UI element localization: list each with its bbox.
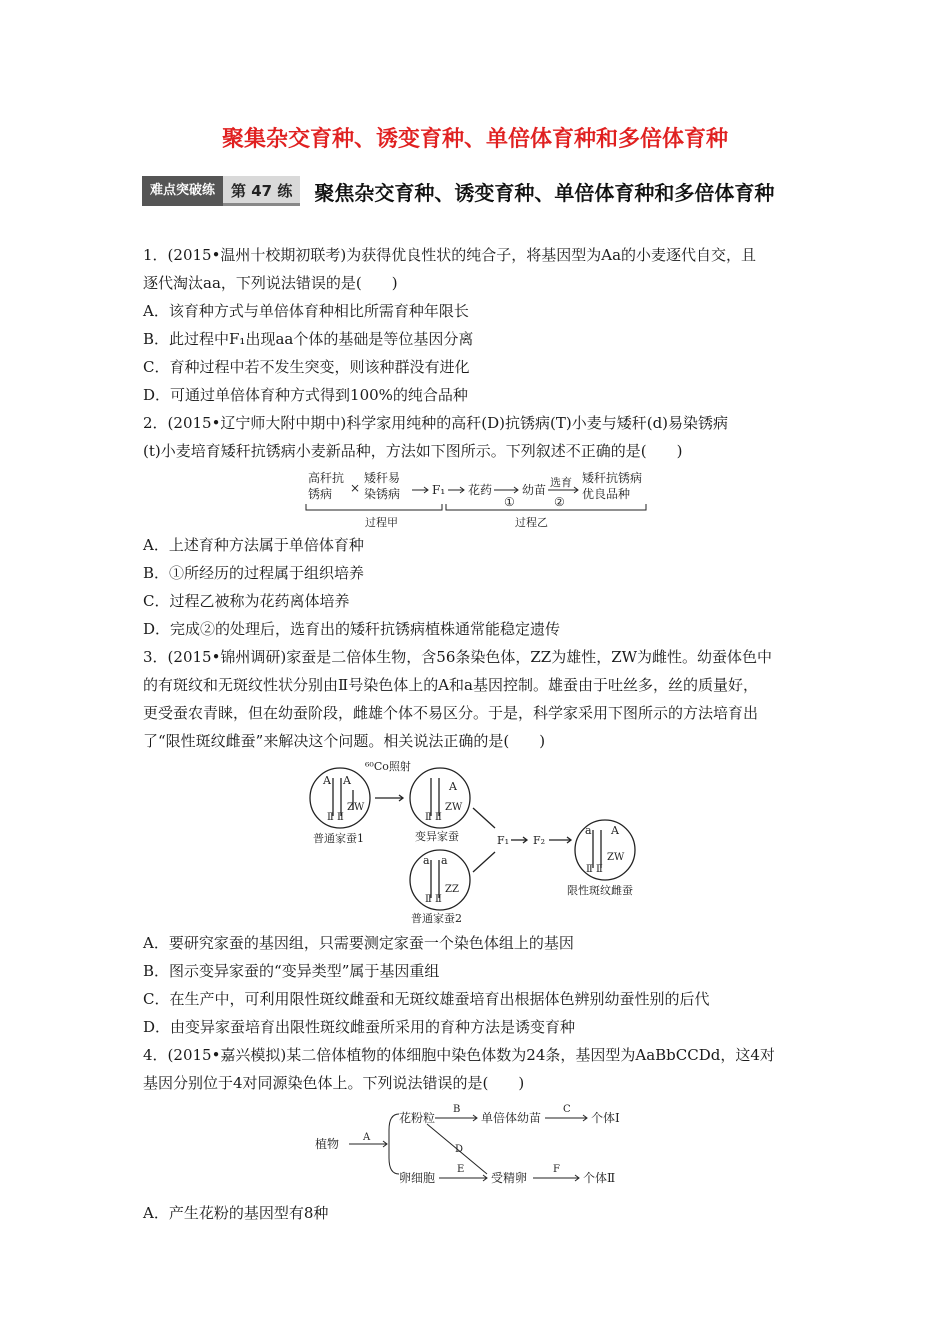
q4-haploid: 单倍体幼苗 bbox=[481, 1111, 542, 1125]
q4-egg: 卵细胞 bbox=[399, 1171, 436, 1185]
q4-label-f: F bbox=[553, 1164, 560, 1175]
q3-label-normal2: 普通家蚕2 bbox=[411, 912, 462, 925]
banner-tag-category: 难点突破练 bbox=[142, 176, 223, 206]
q2-output-line1: 矮秆抗锈病 bbox=[582, 471, 643, 485]
q4-pollen: 花粉粒 bbox=[399, 1111, 436, 1125]
q3-silkworm-diagram bbox=[305, 760, 645, 925]
q2-parent1-line2: 锈病 bbox=[308, 487, 333, 501]
q2-cross-symbol: × bbox=[350, 481, 361, 495]
q3-arrow-mutant bbox=[473, 808, 495, 828]
q2-option-c: C．过程乙被称为花药离体培养 bbox=[143, 592, 350, 610]
q3-label-normal1: 普通家蚕1 bbox=[313, 832, 364, 845]
q4-option-a: A．产生花粉的基因型有8种 bbox=[143, 1204, 329, 1222]
q4-label-a: A bbox=[363, 1132, 371, 1143]
q4-individual-2: 个体Ⅱ bbox=[583, 1171, 616, 1185]
q1-option-b: B．此过程中F₁出现aa个体的基础是等位基因分离 bbox=[143, 330, 474, 348]
q2-step2: ② bbox=[554, 495, 565, 509]
q1-option-d: D．可通过单倍体育种方式得到100%的纯合品种 bbox=[143, 386, 468, 404]
q1-stem-line2: 逐代淘汰aa，下列说法错误的是( ) bbox=[143, 274, 398, 292]
q2-parent2-line1: 矮秆易 bbox=[364, 471, 401, 485]
q3-zz: ZZ bbox=[445, 884, 459, 895]
q3-gene-n2a: a bbox=[423, 854, 430, 867]
q3-arrow-normal2 bbox=[473, 852, 495, 872]
q2-f1: F₁ bbox=[432, 483, 446, 497]
q3-option-a: A．要研究家蚕的基因组，只需要测定家蚕一个染色体组上的基因 bbox=[143, 934, 574, 952]
q2-option-b: B．①所经历的过程属于组织培养 bbox=[143, 564, 365, 582]
q3-co-label: ⁶⁰Co照射 bbox=[365, 760, 411, 773]
exercise-banner bbox=[142, 174, 774, 208]
q2-stem-line1: 2．(2015•辽宁师大附中期中)科学家用纯种的高秆(D)抗锈病(T)小麦与矮秆(d)易染锈病 bbox=[143, 414, 729, 432]
q3-stem-line2: 的有斑纹和无斑纹性状分别由Ⅱ号染色体上的A和a基因控制。雄蚕由于吐丝多，丝的质量好， bbox=[143, 676, 758, 694]
banner-title: 聚焦杂交育种、诱变育种、单倍体育种和多倍体育种 bbox=[314, 180, 775, 205]
q3-label-mutant: 变异家蚕 bbox=[415, 830, 459, 843]
q3-ii-1: Ⅱ Ⅱ bbox=[327, 812, 344, 823]
q4-label-b: B bbox=[453, 1104, 461, 1115]
q3-gene-a2: A bbox=[343, 774, 351, 787]
q3-stem-line3: 更受蚕农青睐，但在幼蚕阶段，雌雄个体不易区分。于是，科学家采用下图所示的方法培育出 bbox=[143, 704, 759, 722]
q2-output-line2: 优良品种 bbox=[582, 487, 631, 501]
q3-f1: F₁ bbox=[497, 834, 510, 847]
q2-process-a: 过程甲 bbox=[365, 516, 398, 529]
q3-zw-1: ZW bbox=[347, 802, 365, 813]
q4-plant: 植物 bbox=[315, 1137, 340, 1151]
banner-tag-number: 第 47 练 bbox=[223, 176, 300, 206]
q3-cell-female bbox=[575, 820, 635, 880]
q4-stem-line2: 基因分别位于4对同源染色体上。下列说法错误的是( ) bbox=[143, 1074, 525, 1092]
q2-stem-line2: (t)小麦培育矮秆抗锈病小麦新品种，方法如下图所示。下列叙述不正确的是( ) bbox=[143, 442, 683, 460]
page-title: 聚集杂交育种、诱变育种、单倍体育种和多倍体育种 bbox=[221, 127, 728, 152]
q2-process-b: 过程乙 bbox=[515, 516, 548, 529]
q3-option-c: C．在生产中，可利用限性斑纹雌蚕和无斑纹雄蚕培育出根据体色辨别幼蚕性别的后代 bbox=[143, 990, 710, 1008]
q3-gene-f1: a bbox=[585, 824, 592, 837]
q2-bracket-b bbox=[446, 504, 646, 510]
q3-stem-line4: 了“限性斑纹雌蚕”来解决这个问题。相关说法正确的是( ) bbox=[143, 732, 546, 750]
q2-step1: ① bbox=[504, 495, 515, 509]
q4-label-c: C bbox=[563, 1104, 571, 1115]
q1-option-c: C．育种过程中若不发生突变，则该种群没有进化 bbox=[143, 358, 470, 376]
q4-individual-1: 个体Ⅰ bbox=[591, 1111, 620, 1125]
q3-gene-f2: A bbox=[611, 824, 619, 837]
q4-breeding-diagram bbox=[315, 1100, 645, 1190]
q3-ii-4: Ⅱ Ⅱ bbox=[586, 864, 603, 875]
q2-parent1-line1: 高秆抗 bbox=[308, 471, 345, 485]
q3-zw-4: ZW bbox=[607, 852, 625, 863]
q2-parent2-line2: 染锈病 bbox=[364, 487, 401, 501]
q4-zygote: 受精卵 bbox=[491, 1171, 528, 1185]
q2-breeding-diagram bbox=[300, 466, 660, 530]
q4-brace bbox=[389, 1114, 399, 1174]
q3-zw-2: ZW bbox=[445, 802, 463, 813]
q4-label-d: D bbox=[455, 1144, 464, 1155]
q3-ii-2: Ⅱ Ⅱ bbox=[425, 812, 442, 823]
q3-option-d: D．由变异家蚕培育出限性斑纹雌蚕所采用的育种方法是诱变育种 bbox=[143, 1018, 576, 1036]
q3-gene-mut: A bbox=[449, 780, 457, 793]
q1-stem-line1: 1．(2015•温州十校期初联考)为获得优良性状的纯合子，将基因型为Aa的小麦逐代自交，且 bbox=[143, 246, 757, 264]
q2-seedling: 幼苗 bbox=[522, 483, 547, 497]
q2-bracket-a bbox=[306, 504, 442, 510]
q4-label-e: E bbox=[457, 1164, 465, 1175]
q2-anther: 花药 bbox=[468, 483, 493, 497]
q2-select: 选育 bbox=[550, 476, 572, 489]
q3-f2: F₂ bbox=[533, 834, 546, 847]
q2-option-d: D．完成②的处理后，选育出的矮秆抗锈病植株通常能稳定遗传 bbox=[143, 620, 561, 638]
q3-label-female: 限性斑纹雌蚕 bbox=[567, 884, 633, 897]
q2-option-a: A．上述育种方法属于单倍体育种 bbox=[143, 536, 364, 554]
q3-stem-line1: 3．(2015•锦州调研)家蚕是二倍体生物，含56条染色体，ZZ为雄性，ZW为雌性。幼蚕体色中 bbox=[143, 648, 773, 666]
q3-gene-n2b: a bbox=[441, 854, 448, 867]
q1-option-a: A．该育种方式与单倍体育种相比所需育种年限长 bbox=[143, 302, 469, 320]
q3-gene-a1: A bbox=[323, 774, 331, 787]
q3-option-b: B．图示变异家蚕的“变异类型”属于基因重组 bbox=[143, 962, 440, 980]
q4-stem-line1: 4．(2015•嘉兴模拟)某二倍体植物的体细胞中染色体数为24条，基因型为AaBbCCDd，这4对 bbox=[143, 1046, 775, 1064]
q3-ii-3: Ⅱ Ⅱ bbox=[425, 894, 442, 905]
